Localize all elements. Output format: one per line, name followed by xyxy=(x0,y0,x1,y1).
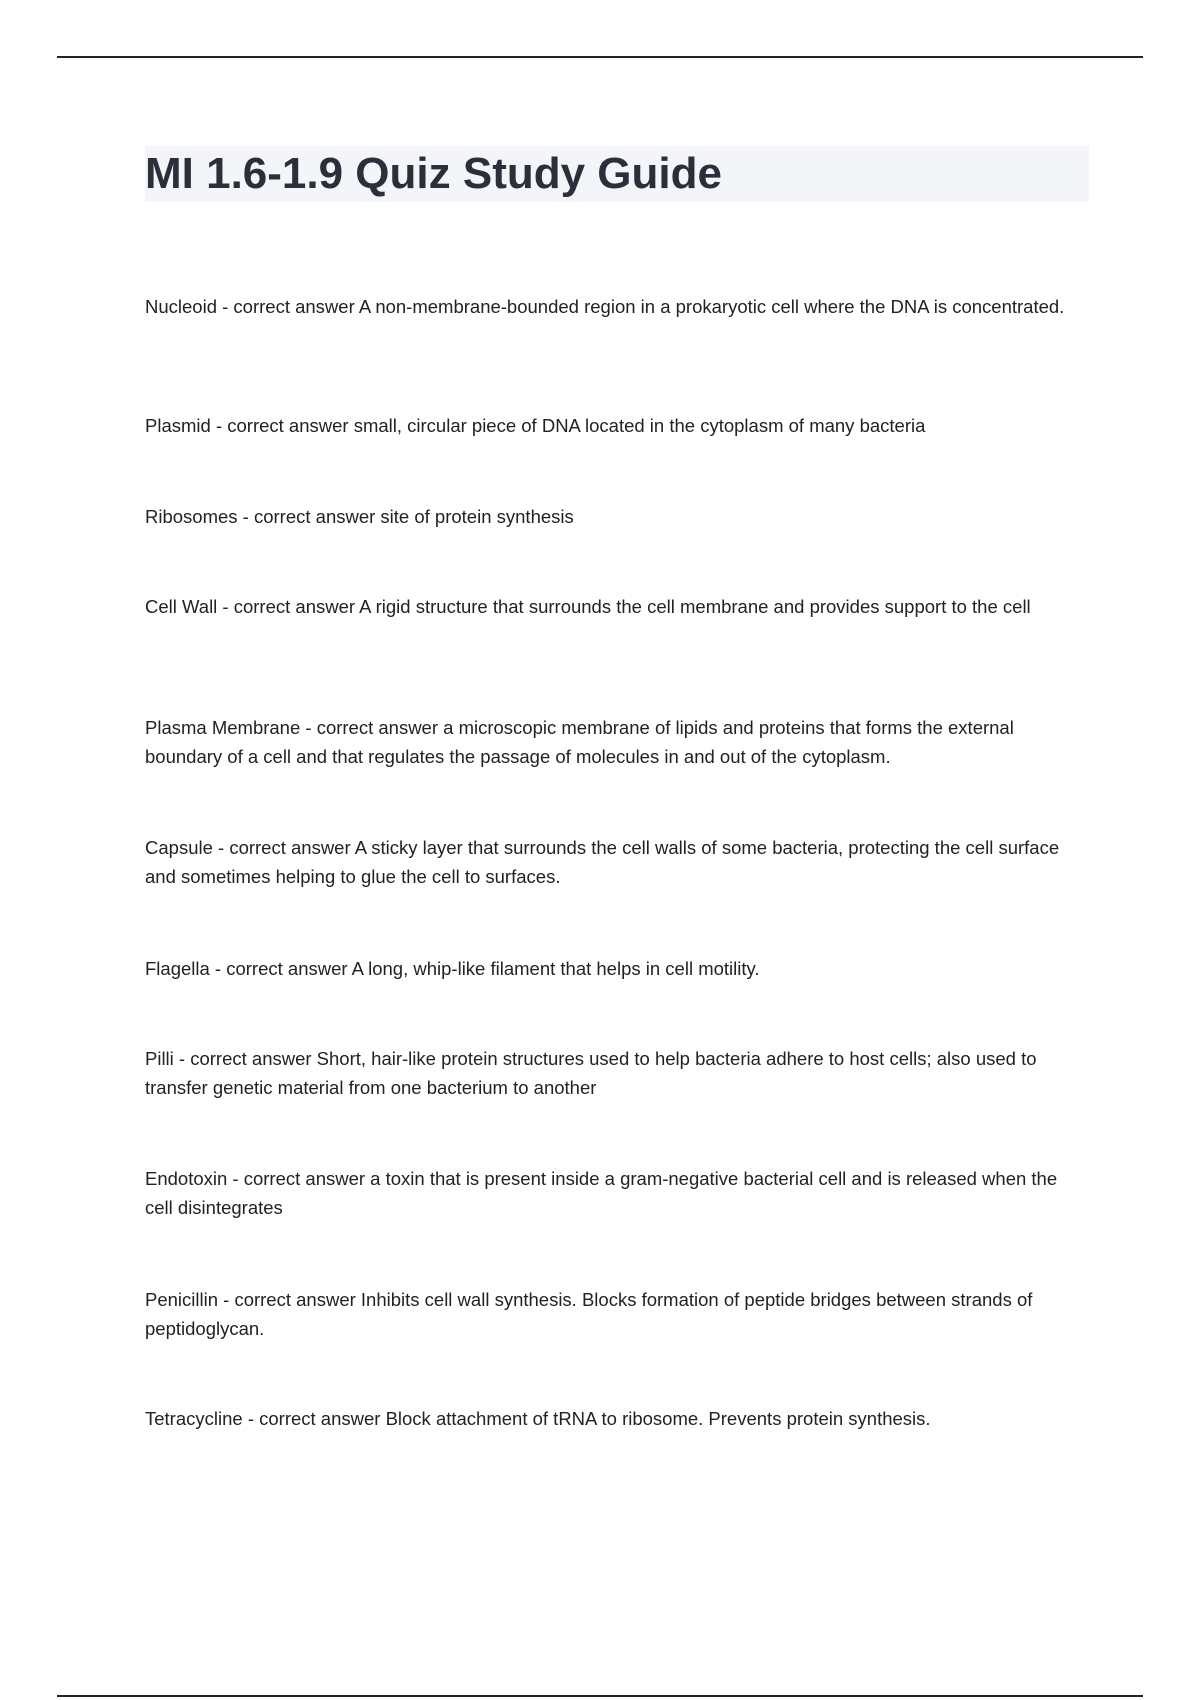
definition-entry-cell-wall: Cell Wall - correct answer A rigid structure that surrounds the cell membrane and provides support to the cell xyxy=(145,596,1031,617)
definition-entry-nucleoid: Nucleoid - correct answer A non-membrane-bounded region in a prokaryotic cell where the DNA is concentrated. xyxy=(145,296,1065,317)
definition-entry-penicillin: Penicillin - correct answer Inhibits cell wall synthesis. Blocks formation of peptide bridges between strands of peptidoglycan. xyxy=(145,1289,1033,1339)
top-rule xyxy=(57,56,1143,58)
bottom-rule xyxy=(57,1695,1143,1697)
document-title: MI 1.6-1.9 Quiz Study Guide xyxy=(145,149,722,198)
definition-entry-plasma-membrane: Plasma Membrane - correct answer a microscopic membrane of lipids and proteins that forms the external boundary of a cell and that regulates the passage of molecules in and out of the cytoplasm. xyxy=(145,717,1014,767)
definition-entry-capsule: Capsule - correct answer A sticky layer that surrounds the cell walls of some bacteria, protecting the cell surface and sometimes helping to glue the cell to surfaces. xyxy=(145,837,1060,887)
definition-entry-endotoxin: Endotoxin - correct answer a toxin that is present inside a gram-negative bacterial cell and is released when the cell disintegrates xyxy=(145,1168,1058,1218)
definition-entry-flagella: Flagella - correct answer A long, whip-like filament that helps in cell motility. xyxy=(145,958,760,979)
definition-entry-tetracycline: Tetracycline - correct answer Block attachment of tRNA to ribosome. Prevents protein synthesis. xyxy=(145,1408,931,1429)
definition-entry-plasmid: Plasmid - correct answer small, circular piece of DNA located in the cytoplasm of many bacteria xyxy=(145,415,926,436)
definition-entry-pilli: Pilli - correct answer Short, hair-like protein structures used to help bacteria adhere to host cells; also used to transfer genetic material from one bacterium to another xyxy=(145,1048,1037,1098)
definition-entry-ribosomes: Ribosomes - correct answer site of protein synthesis xyxy=(145,506,574,527)
